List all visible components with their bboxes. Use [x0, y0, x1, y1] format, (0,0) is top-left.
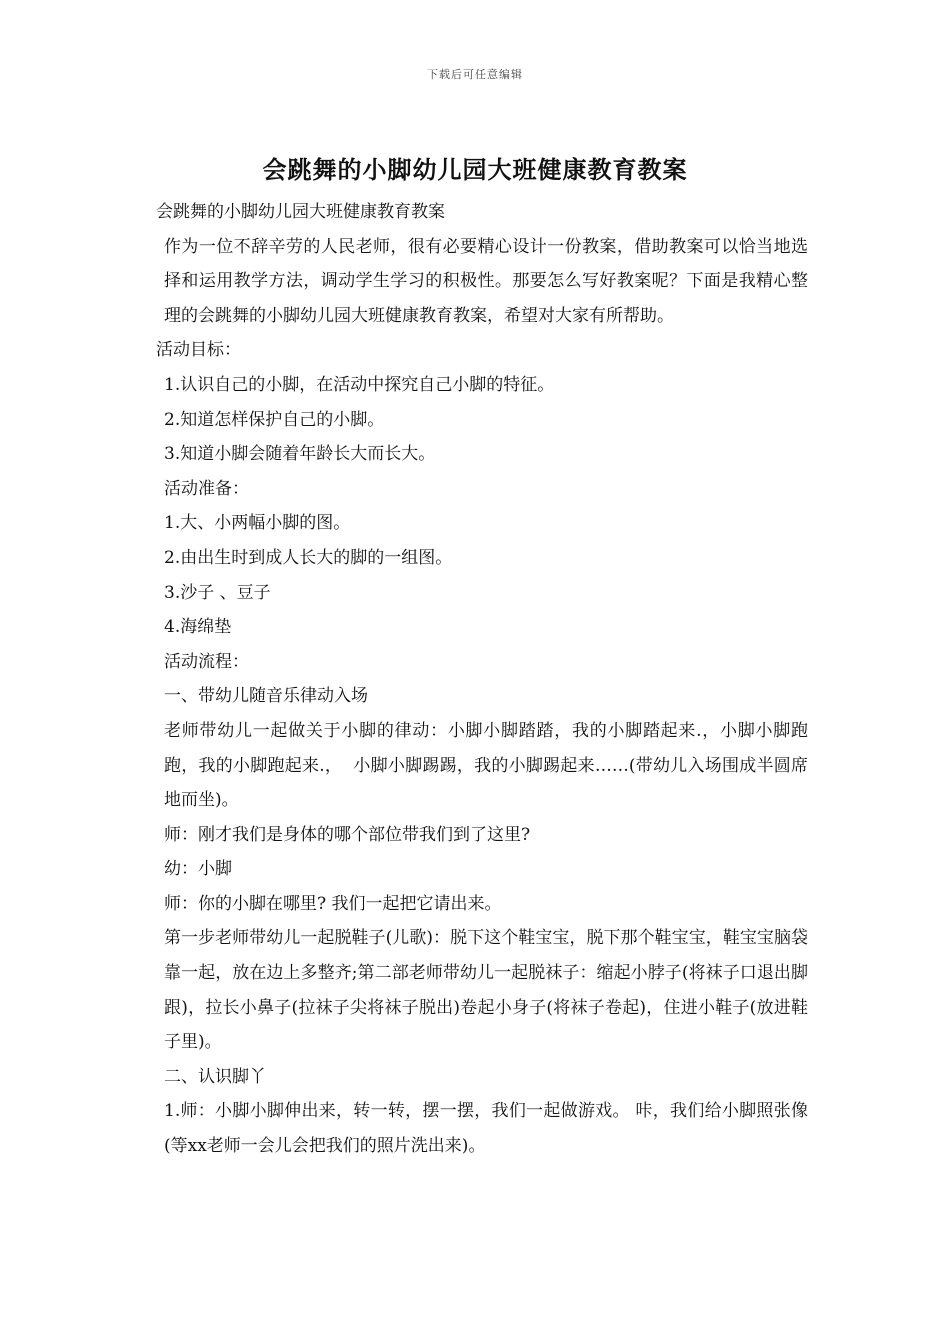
list-item: 1.师：小脚小脚伸出来，转一转，摆一摆，我们一起做游戏。 咔，我们给小脚照张像(等xx老师一会儿会把我们的照片洗出来)。 — [164, 1101, 808, 1157]
heading-process: 活动流程： — [164, 651, 249, 672]
dialogue-line: 幼：小脚 — [164, 859, 232, 880]
list-item: 2.由出生时到成人长大的脚的一组图。 — [164, 547, 453, 568]
section-heading-1: 一、带幼儿随音乐律动入场 — [164, 686, 368, 707]
heading-preparation: 活动准备： — [164, 478, 249, 499]
list-item: 4.海绵垫 — [164, 617, 232, 638]
heading-goals: 活动目标： — [156, 340, 241, 361]
list-item: 1.大、小两幅小脚的图。 — [164, 513, 351, 534]
list-item: 3.沙子 、豆子 — [164, 582, 271, 603]
section-heading-2: 二、认识脚丫 — [164, 1066, 266, 1087]
paragraph-intro: 作为一位不辞辛劳的人民老师，很有必要精心设计一份教案，借助教案可以恰当地选择和运用教学方法，调动学生学习的积极性。那要怎么写好教案呢？下面是我精心整理的会跳舞的小脚幼儿园大班健康教育教案，希望对大家有所帮助。 — [164, 236, 808, 326]
header-note: 下载后可任意编辑 — [427, 68, 523, 81]
list-item: 3.知道小脚会随着年龄长大而长大。 — [164, 444, 436, 465]
document-title: 会跳舞的小脚幼儿园大班健康教育教案 — [262, 155, 688, 184]
document-body — [146, 195, 808, 1164]
dialogue-line: 师：刚才我们是身体的哪个部位带我们到了这里? — [164, 824, 531, 845]
list-item: 1.认识自己的小脚，在活动中探究自己小脚的特征。 — [164, 374, 555, 395]
paragraph-rhythm: 老师带幼儿一起做关于小脚的律动：小脚小脚踏踏，我的小脚踏起来.，小脚小脚跑跑，我的小脚跑起来.， 小脚小脚踢踢，我的小脚踢起来……(带幼儿入场围成半圆席地而坐)。 — [164, 720, 808, 811]
dialogue-line: 师：你的小脚在哪里? 我们一起把它请出来。 — [164, 893, 502, 914]
list-item: 2.知道怎样保护自己的小脚。 — [164, 409, 385, 430]
paragraph-shoes: 第一步老师带幼儿一起脱鞋子(儿歌)：脱下这个鞋宝宝，脱下那个鞋宝宝，鞋宝宝脑袋靠一起，放在边上多整齐;第二部老师带幼儿一起脱袜子：缩起小脖子(将袜子口退出脚跟)，拉长小鼻子(拉袜子尖将袜子脱出)卷起小身子(将袜子卷起)，住进小鞋子(放进鞋子里)。 — [164, 928, 808, 1053]
paragraph-subtitle: 会跳舞的小脚幼儿园大班健康教育教案 — [156, 202, 445, 222]
